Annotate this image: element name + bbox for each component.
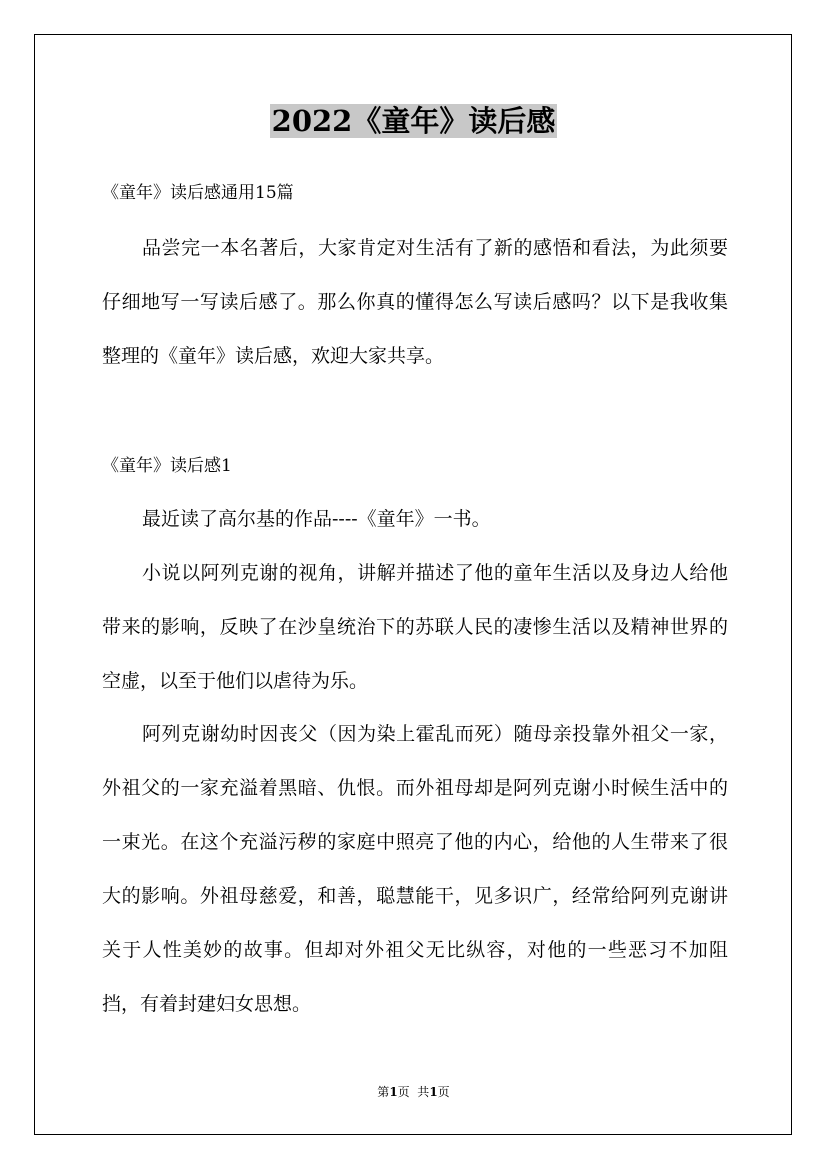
document-subtitle: 《童年》读后感通用15篇 (102, 183, 294, 203)
body-paragraph-3: 阿列克谢幼时因丧父（因为染上霍乱而死）随母亲投靠外祖父一家，外祖父的一家充溢着黑暗、仇恨。而外祖母却是阿列克谢小时候生活中的一束光。在这个充溢污秽的家庭中照亮了他的内心，给他的人生带来了很大的影响。外祖母慈爱，和善，聪慧能干，见多识广，经常给阿列克谢讲关于人性美妙的故事。但却对外祖父无比纵容，对他的一些恶习不加阻挡，有着封建妇女思想。 (102, 723, 728, 1015)
document-title-text: 2022《童年》读后感 (271, 104, 556, 138)
footer-suffix: 页 (437, 1085, 450, 1099)
footer-mid: 页 共 (397, 1085, 430, 1099)
intro-paragraph: 品尝完一本名著后，大家肯定对生活有了新的感悟和看法，为此须要仔细地写一写读后感了。那么你真的懂得怎么写读后感吗？以下是我收集整理的《童年》读后感，欢迎大家共享。 (102, 237, 728, 367)
footer-page-current: 1 (389, 1085, 398, 1099)
footer-prefix: 第 (377, 1085, 390, 1099)
document-title (0, 98, 827, 144)
body-paragraph-1: 最近读了高尔基的作品----《童年》一书。 (142, 508, 491, 530)
body-paragraph-2: 小说以阿列克谢的视角，讲解并描述了他的童年生活以及身边人给他带来的影响，反映了在沙皇统治下的苏联人民的凄惨生活以及精神世界的空虚，以至于他们以虐待为乐。 (102, 562, 728, 692)
footer-page-total: 1 (429, 1085, 438, 1099)
section-heading: 《童年》读后感1 (102, 456, 232, 476)
page-footer (0, 1084, 827, 1100)
